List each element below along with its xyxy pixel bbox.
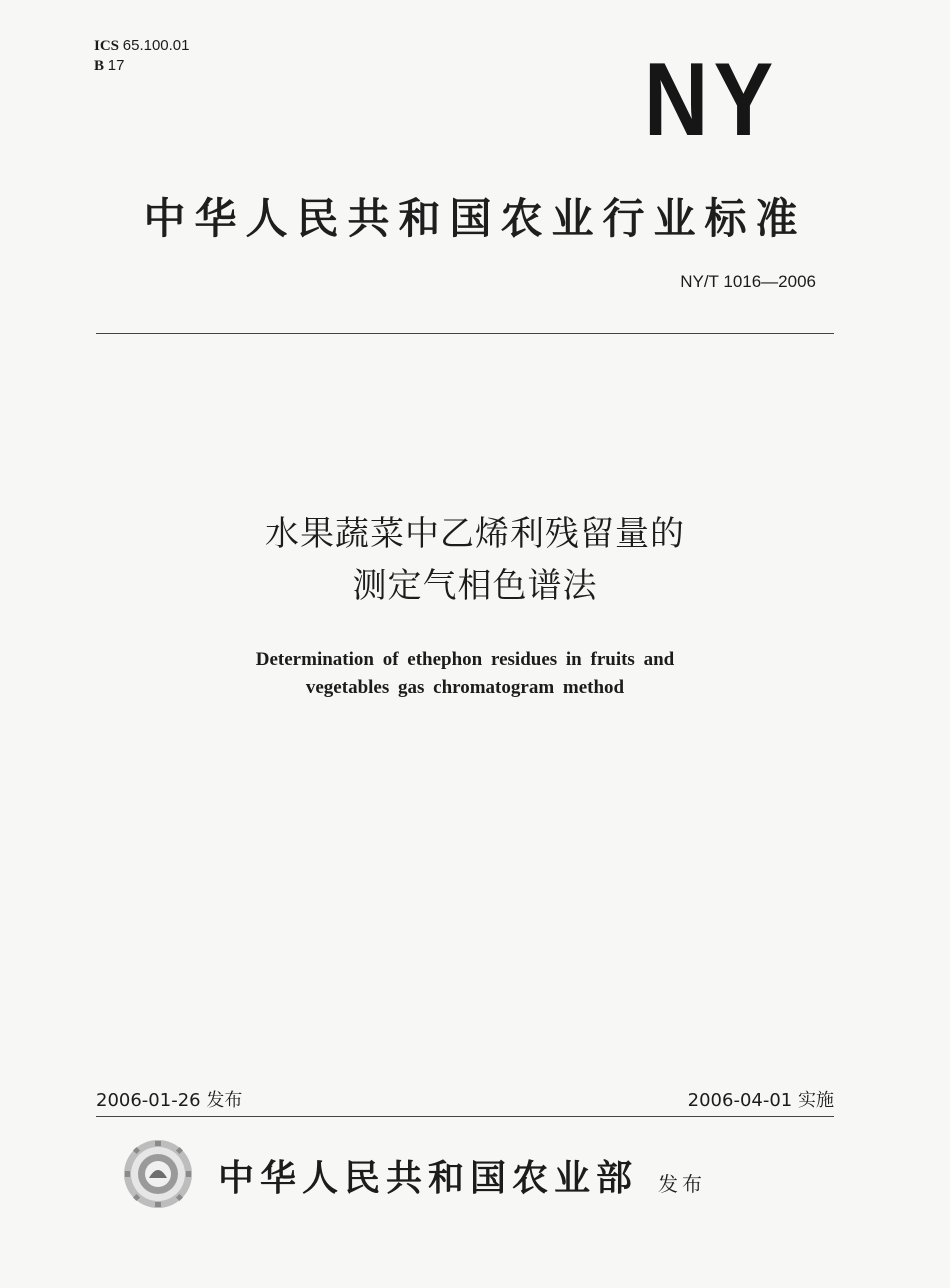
- chinese-title-line1: 水果蔬菜中乙烯利残留量的: [265, 514, 685, 554]
- publisher-suffix: 发布: [658, 1172, 706, 1196]
- class-label: B: [94, 58, 105, 74]
- ics-code: 65.100.01: [122, 37, 190, 54]
- ministry-seal-icon: [122, 1138, 194, 1210]
- english-title-line1: Determination of ethephon residues in fruits and: [255, 649, 675, 670]
- chinese-title: [0, 508, 950, 612]
- ics-label: ICS: [94, 38, 120, 54]
- standard-code: NY/T 1016—2006: [680, 272, 816, 291]
- english-title-line2: vegetables gas chromatogram method: [305, 677, 625, 698]
- chinese-title-line2: 测定气相色谱法: [352, 566, 598, 606]
- english-title: [0, 646, 930, 702]
- ny-logo: NY: [643, 42, 778, 158]
- top-divider: [96, 333, 834, 334]
- standard-title: 中华人民共和国农业行业标准: [143, 194, 807, 243]
- implement-date: 2006-04-01 实施: [687, 1090, 834, 1111]
- class-code: 17: [107, 57, 125, 74]
- ics-classification: [94, 36, 190, 76]
- issue-date: 2006-01-26 发布: [96, 1090, 243, 1111]
- bottom-divider: [96, 1116, 834, 1117]
- publisher-name: 中华人民共和国农业部: [218, 1157, 639, 1199]
